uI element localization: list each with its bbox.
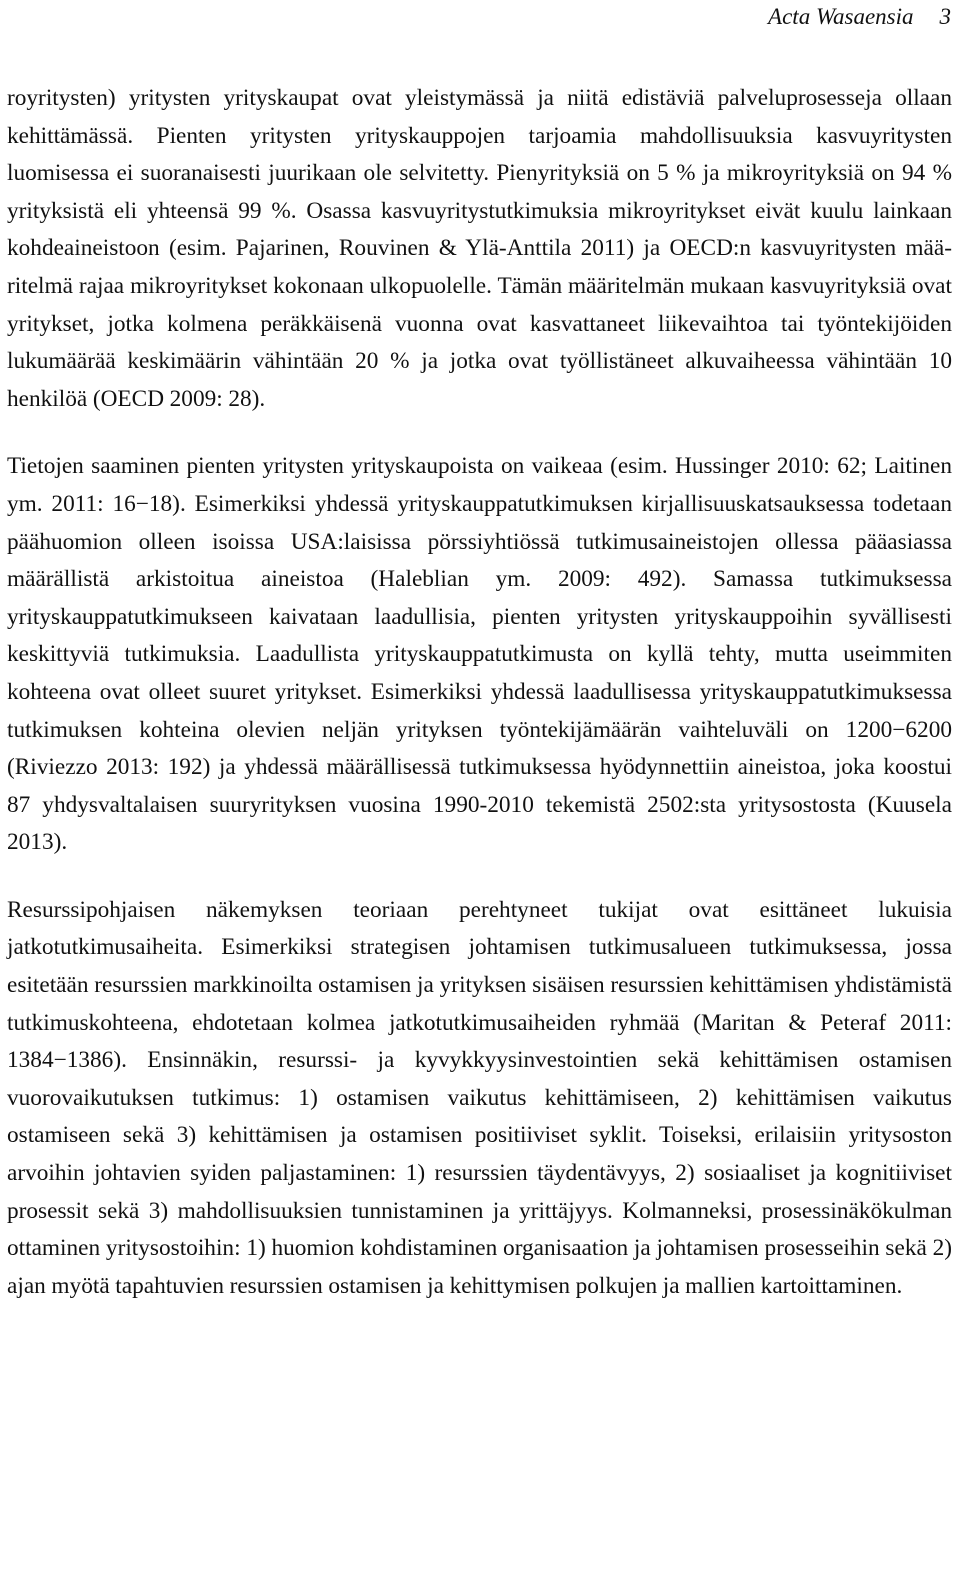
running-header xyxy=(768,2,951,32)
paragraph-1: royritysten) yritysten yrityskaupat ovat yleistymässä ja niitä edistäviä palveluprosesseja ollaan kehittämässä. Pienten yritysten yrityskauppojen tarjoamia mahdollisuuksia kasvuyritysten luomisessa ei suoranaisesti juurikaan ole selvitetty. Pienyrityksiä on 5 % ja mikroyrityksiä on 94 % yrityksistä eli yhteensä 99 %. Osassa kasvuyritystutkimuksia mikroyritykset eivät kuulu lainkaan kohdeaineistoon (esim. Pajarinen, Rouvinen & Ylä-Anttila 2011) ja OECD:n kasvuyritysten määritelmä rajaa mikroyritykset kokonaan ulkopuolelle. Tämän määritelmän mukaan kasvuyrityksiä ovat yritykset, jotka kolmena peräkkäisenä vuonna ovat kasvattaneet liikevaihtoa tai työntekijöiden lukumäärää keskimäärin vähintään 20 % ja jotka ovat työllistäneet alkuvaiheessa vähintään 10 henkilöä (OECD 2009: 28). xyxy=(7,85,952,412)
body-text xyxy=(7,80,952,1305)
page-number: 3 xyxy=(939,4,951,29)
paragraph-3: Resurssipohjaisen näkemyksen teoriaan perehtyneet tukijat ovat esittäneet lukuisia jatkotutkimusaiheita. Esimerkiksi strategisen johtamisen tutkimusalueen tutkimuksessa, jossa esitetään resurssien markkinoilta ostamisen ja yrityksen sisäisen resurssien kehittämisen yhdistämistä tutkimuskohteena, ehdotetaan kolmea jatkotutkimusaiheiden ryhmää (Maritan & Peteraf 2011: 1384−1386). Ensinnäkin, resurssi- ja kyvykkyysinvestointien sekä kehittämisen ostamisen vuorovaikutuksen tutkimus: 1) ostamisen vaikutus kehittämiseen, 2) kehittämisen vaikutus ostamiseen sekä 3) kehittämisen ja ostamisen positiiviset syklit. Toiseksi, erilaisiin yritysoston arvoihin johtavien syiden paljastaminen: 1) resurssien täydentävyys, 2) sosiaaliset ja kognitiiviset prosessit sekä 3) mahdollisuuksien tunnistaminen ja yrittäjyys. Kolmanneksi, prosessinäkökulman ottaminen yritysostoihin: 1) huomion kohdistaminen organisaation ja johtamisen prosesseihin sekä 2) ajan myötä tapahtuvien resurssien ostamisen ja kehittymisen polkujen ja mallien kartoittaminen. xyxy=(7,896,952,1299)
journal-title: Acta Wasaensia xyxy=(768,4,914,29)
paragraph-2: Tietojen saaminen pienten yritysten yrityskaupoista on vaikeaa (esim. Hussinger 2010: 62; Laitinen ym. 2011: 16−18). Esimerkiksi yhdessä yrityskauppatutkimuksen kirjallisuuskatsauksessa todetaan päähuomion olleen isoissa USA:laisissa pörssiyhtiössä tutkimusaineistojen ollessa pääasiassa määrällistä arkistoitua aineistoa (Haleblian ym. 2009: 492). Samassa tutkimuksessa yrityskauppatutkimukseen kaivataan laadullisia, pienten yritysten yrityskauppoihin syvällisesti keskittyviä tutkimuksia. Laadullista yrityskauppatutkimusta on kyllä tehty, mutta useimmiten kohteena ovat olleet suuret yritykset. Esimerkiksi yhdessä laadullisessa yrityskauppatutkimuksessa tutkimuksen kohteina olevien neljän yrityksen työntekijämäärän vaihteluväli on 1200−6200 (Riviezzo 2013: 192) ja yhdessä määrällisessä tutkimuksessa hyödynnettiin aineistoa, joka koostui 87 yhdysvaltalaisen suuryrityksen vuosina 1990-2010 tekemistä 2502:sta yritysostosta (Kuusela 2013). xyxy=(7,453,952,856)
